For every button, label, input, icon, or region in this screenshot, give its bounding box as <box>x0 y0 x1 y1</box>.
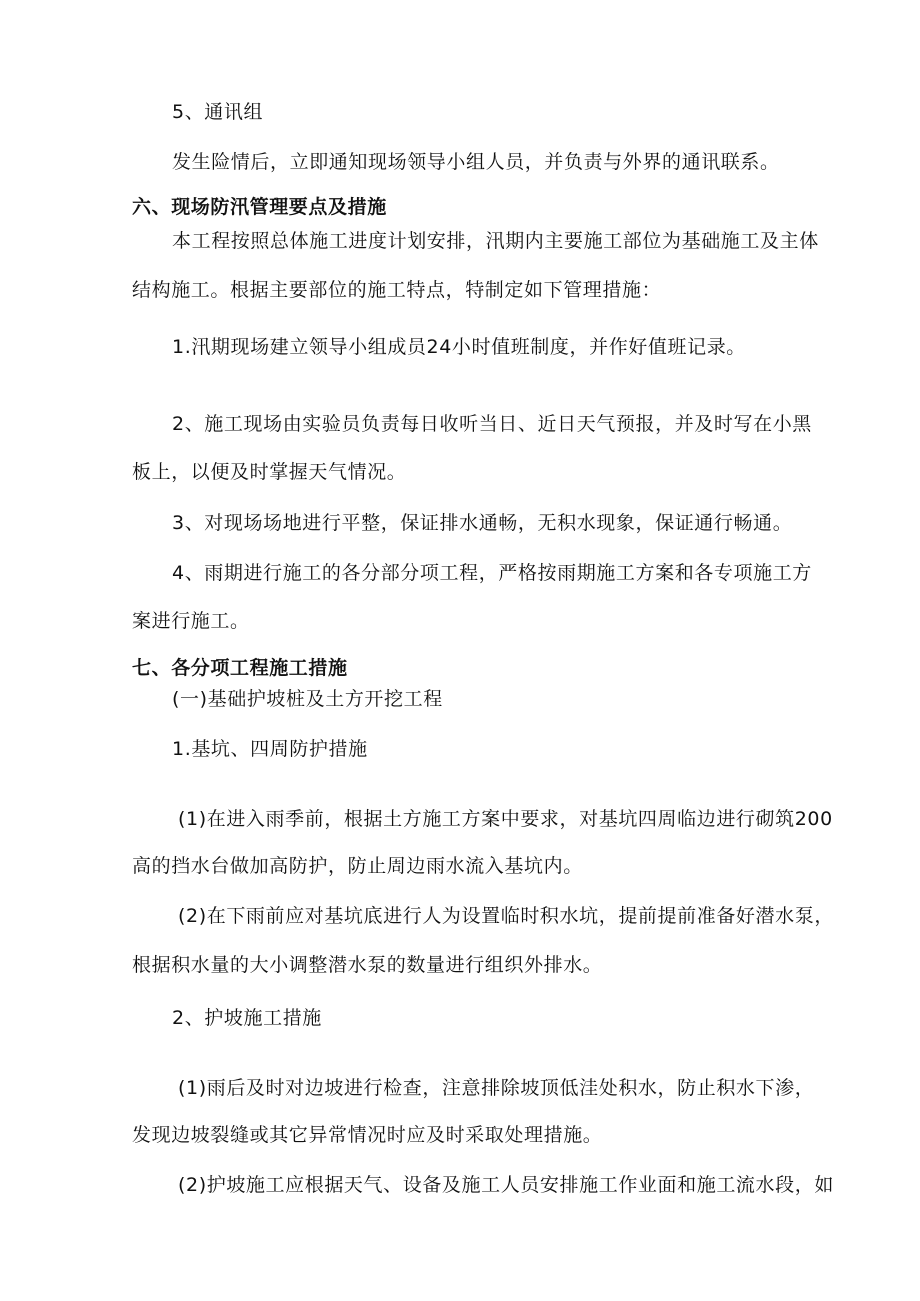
measure-4-line-1: 4、雨期进行施工的各分部分项工程，严格按雨期施工方案和各专项施工方 <box>172 562 812 584</box>
section-heading-seven: 七、各分项工程施工措施 <box>132 657 348 679</box>
pit-measure-1-line-1: (1)在进入雨季前，根据土方施工方案中要求，对基坑四周临边进行砌筑200 <box>178 808 833 830</box>
item-communications-group: 5、通讯组 <box>172 101 264 123</box>
measure-1-duty-system: 1.汛期现场建立领导小组成员24小时值班制度，并作好值班记录。 <box>172 336 746 358</box>
subitem-slope-protection: 2、护坡施工措施 <box>172 1007 322 1029</box>
subitem-pit-protection: 1.基坑、四周防护措施 <box>172 738 368 760</box>
paragraph-schedule-line-1: 本工程按照总体施工进度计划安排，汛期内主要施工部位为基础施工及主体 <box>172 230 819 252</box>
pit-measure-1-line-2: 高的挡水台做加高防护，防止周边雨水流入基坑内。 <box>132 855 583 877</box>
subsection-foundation: (一)基础护坡桩及土方开挖工程 <box>172 688 443 710</box>
pit-measure-2-line-2: 根据积水量的大小调整潜水泵的数量进行组织外排水。 <box>132 954 603 976</box>
slope-measure-1-line-2: 发现边坡裂缝或其它异常情况时应及时采取处理措施。 <box>132 1124 603 1146</box>
measure-2-line-1: 2、施工现场由实验员负责每日收听当日、近日天气预报，并及时写在小黑 <box>172 413 812 435</box>
measure-4-line-2: 案进行施工。 <box>132 610 250 632</box>
slope-measure-2-line-1: (2)护坡施工应根据天气、设备及施工人员安排施工作业面和施工流水段，如 <box>178 1174 834 1196</box>
measure-2-line-2: 板上，以便及时掌握天气情况。 <box>132 461 407 483</box>
section-heading-six: 六、现场防汛管理要点及措施 <box>132 196 387 218</box>
measure-3-site-drainage: 3、对现场场地进行平整，保证排水通畅，无积水现象，保证通行畅通。 <box>172 512 793 534</box>
slope-measure-1-line-1: (1)雨后及时对边坡进行检查，注意排除坡顶低洼处积水，防止积水下渗， <box>178 1077 815 1099</box>
paragraph-communications-duty: 发生险情后，立即通知现场领导小组人员，并负责与外界的通讯联系。 <box>172 151 780 173</box>
paragraph-schedule-line-2: 结构施工。根据主要部位的施工特点，特制定如下管理措施： <box>132 279 662 301</box>
pit-measure-2-line-1: (2)在下雨前应对基坑底进行人为设置临时积水坑，提前提前准备好潜水泵， <box>178 905 834 927</box>
